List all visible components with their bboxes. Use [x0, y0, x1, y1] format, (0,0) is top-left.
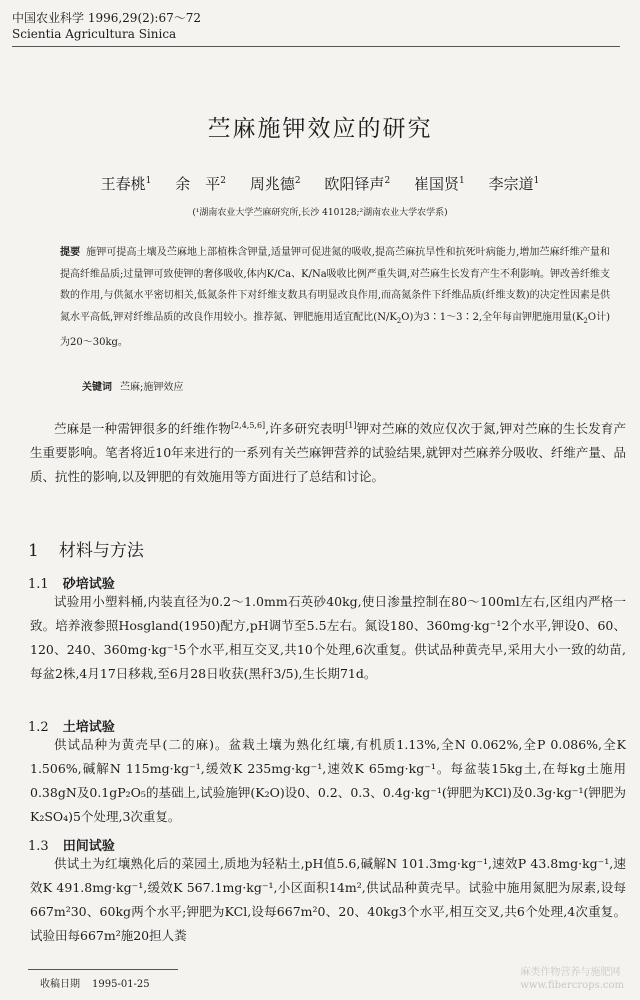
paper-title: 苎麻施钾效应的研究 [207, 116, 433, 142]
abstract-label: 提要 [60, 247, 81, 258]
header-rule [12, 46, 620, 47]
author: 崔国贤$^1$ [414, 175, 465, 193]
subsection-heading: 1.3 田间试验 [28, 839, 115, 854]
keywords-text: 苎麻;施钾效应 [120, 382, 184, 393]
subsection-heading: 1.1 砂培试验 [28, 577, 115, 592]
field-trial-paragraph: 供试土为红壤熟化后的菜园土,质地为轻粘土,pH值5.6,碱解N 101.3mg·kg⁻¹,速效P 43.8mg·kg⁻¹,速效K 491.8mg·kg⁻¹,缓效K 567.1mg·kg⁻¹,小区面积14m²,供试品种黄壳早。试验中施用氮肥为尿素,设每667m²30、60kg两个水平;钾肥为KCl,设每667m²0、20、40kg3个水平,相互交叉,共6个处理,4次重复。试验田每667m²施20担人粪 [30, 856, 626, 943]
footnote-rule [28, 969, 178, 970]
sand-culture-paragraph: 试验用小塑料桶,内装直径为0.2～1.0mm石英砂40kg,使日渗量控制在80～100ml左右,区组内严格一致。培养液参照Hosgland(1950)配方,pH调节至5.5左右。氮设180、360mg·kg⁻¹2个水平,钾设0、60、120、240、360mg·kg⁻¹5个水平,相互交叉,共10个处理,6次重复。供试品种黄壳早,采用大小一致的幼苗,每盆2株,4月17日移栽,至6月28日收获(黑秆3/5),生长期71d。 [30, 594, 626, 681]
author: 王春桃$^1$ [100, 175, 152, 193]
intro-paragraph: 苎麻是一种需钾很多的纤维作物[2,4,5,6],许多研究表明[1]钾对苎麻的效应仅次于氮,钾对苎麻的生长发育产生重要影响。笔者将近10年来进行的一系列有关苎麻钾营养的试验结果,就钾对苎麻养分吸收、纤维产量、品质、抗性的影响,以及钾肥的有效施用等方面进行了总结和讨论。 [30, 421, 626, 485]
section-heading: 1 材料与方法 [28, 541, 144, 561]
author: 周兆德$^2$ [249, 175, 301, 193]
subsection-heading: 1.2 土培试验 [28, 720, 115, 735]
author: 欧阳铎声$^2$ [324, 175, 391, 193]
journal-en: Scientia Agricultura Sinica [12, 27, 177, 41]
keywords-label: 关键词 [82, 382, 112, 393]
watermark: 麻类作物营养与施肥网 www.fibercrops.com [520, 967, 624, 991]
affiliation: (¹湖南农业大学苎麻研究所,长沙 410128;²湖南农业大学农学系) [192, 208, 448, 218]
received-date: 收稿日期 1995-01-25 [40, 979, 150, 990]
journal-header [12, 10, 201, 42]
journal-line: 中国农业科学 1996,29(2):67～72 [12, 11, 202, 25]
author-list [0, 173, 640, 194]
author: 李宗道$^1$ [488, 175, 540, 193]
keywords [82, 378, 183, 393]
soil-culture-paragraph: 供试品种为黄壳早(二的麻)。盆栽土壤为熟化红壤,有机质1.13%,全N 0.062%,全P 0.086%,全K 1.506%,碱解N 115mg·kg⁻¹,缓效K 235mg·kg⁻¹,速效K 65mg·kg⁻¹。每盆装15kg土,在每kg土施用0.38gN及0.1gP₂O₅的基础上,试验施钾(K₂O)设0、0.2、0.3、0.4g·kg⁻¹(钾肥为KCl)及0.3g·kg⁻¹(钾肥为K₂SO₄)5个处理,3次重复。 [30, 737, 626, 824]
abstract-text: 施钾可提高土壤及苎麻地上部植株含钾量,适量钾可促进氮的吸收,提高苎麻抗旱性和抗死叶病能力,增加苎麻纤维产量和提高纤维品质;过量钾可致使钾的奢侈吸收,体内K/Ca、K/Na吸收比例严重失调,对苎麻生长发育产生不利影响。钾改善纤维支数的作用,与供氮水平密切相关,低氮条件下对纤维支数具有明显改良作用,而高氮条件下纤维品质(纤维支数)的决定性因素是供氮水平高低,钾对纤维品质的改良作用较小。推荐氮、钾肥施用适宜配比(N/K [60, 247, 610, 323]
abstract: 提要 施钾可提高土壤及苎麻地上部植株含钾量,适量钾可促进氮的吸收,提高苎麻抗旱性和抗死叶病能力,增加苎麻纤维产量和提高纤维品质;过量钾可致使钾的奢侈吸收,体内K/Ca、K/Na吸收比例严重失调,对苎麻生长发育产生不利影响。钾改善纤维支数的作用,与供氮水平密切相关,低氮条件下对纤维支数具有明显改良作用,而高氮条件下纤维品质(纤维支数)的决定性因素是供氮水平高低,钾对纤维品质的改良作用较小。推荐氮、钾肥施用适宜配比$(N/K_2O)$为3∶1～3∶2,全年每亩钾肥施用量($K_2O$计)为20～30kg。 [60, 247, 610, 348]
author: 余 平$^2$ [175, 175, 226, 193]
